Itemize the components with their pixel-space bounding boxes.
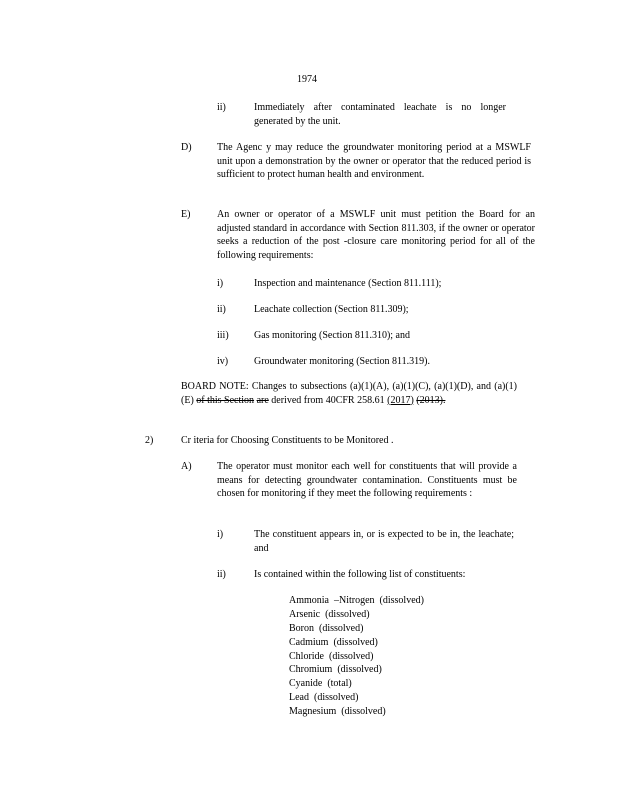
item-E-label: E) xyxy=(181,209,191,220)
item-D-label: D) xyxy=(181,142,192,153)
board-note-inserted: (2017) xyxy=(387,394,414,406)
req-iii-label: iii) xyxy=(217,330,229,341)
item-Aii-label: ii) xyxy=(217,569,226,580)
item-E-text: An owner or operator of a MSWLF unit must petition the Board for an adjusted standard in accordance with Section 811.303, if the owner or operator seeks a reduction of the post -closure care monitoring period for all of the following requirements: xyxy=(217,209,535,261)
item-ii-label: ii) xyxy=(217,102,226,113)
req-ii-label: ii) xyxy=(217,304,226,315)
list-item: Cadmium (dissolved) xyxy=(289,636,378,648)
list-item: Chromium (dissolved) xyxy=(289,664,382,676)
board-note-after: derived from 40CFR 258.61 xyxy=(271,394,385,406)
board-note-struck-are: are xyxy=(256,394,269,406)
board-note-deleted: (2013). xyxy=(416,394,446,406)
list-item: Cyanide (total) xyxy=(289,678,352,690)
board-note-main: BOARD NOTE: Changes to subsections (a)(1)(A), (a)(1)(C), (a)(1)(D), and (a)(1)(E) xyxy=(181,381,517,406)
item-ii-text: Immediately after contaminated leachate is no longer generated by the unit. xyxy=(254,102,506,127)
list-item: Boron (dissolved) xyxy=(289,622,364,634)
req-i-text: Inspection and maintenance (Section 811.111); xyxy=(254,278,442,289)
list-item: Ammonia –Nitrogen (dissolved) xyxy=(289,595,424,606)
board-note xyxy=(181,380,517,407)
item-Aii-text: Is contained within the following list of constituents: xyxy=(254,569,466,580)
req-iv-text: Groundwater monitoring (Section 811.319). xyxy=(254,356,430,367)
req-iv-label: iv) xyxy=(217,356,229,367)
section-2-label: 2) xyxy=(145,435,154,446)
item-A-text: The operator must monitor each well for constituents that will provide a means for detecting groundwater contamination. Constituents must be chosen for monitoring if they meet the following requirements : xyxy=(217,461,517,499)
item-D-text: The Agenc y may reduce the groundwater monitoring period at a MSWLF unit upon a demonstration by the owner or operator that the reduced period is sufficient to protect human health and environment. xyxy=(217,142,531,180)
list-item: Chloride (dissolved) xyxy=(289,650,374,662)
page-number: 1974 xyxy=(297,74,317,85)
req-ii-text: Leachate collection (Section 811.309); xyxy=(254,304,409,315)
board-note-struck: of this Section xyxy=(196,394,255,406)
section-2-title: Cr iteria for Choosing Constituents to be Monitored . xyxy=(181,435,394,446)
list-item: Magnesium (dissolved) xyxy=(289,706,386,718)
item-A-label: A) xyxy=(181,461,192,472)
list-item: Lead (dissolved) xyxy=(289,692,359,704)
list-item: Arsenic (dissolved) xyxy=(289,608,370,620)
item-Ai-label: i) xyxy=(217,529,224,540)
constituent-list xyxy=(289,594,424,719)
item-Ai-text: The constituent appears in, or is expected to be in, the leachate; and xyxy=(254,529,514,554)
req-i-label: i) xyxy=(217,278,224,289)
req-iii-text: Gas monitoring (Section 811.310); and xyxy=(254,330,410,341)
